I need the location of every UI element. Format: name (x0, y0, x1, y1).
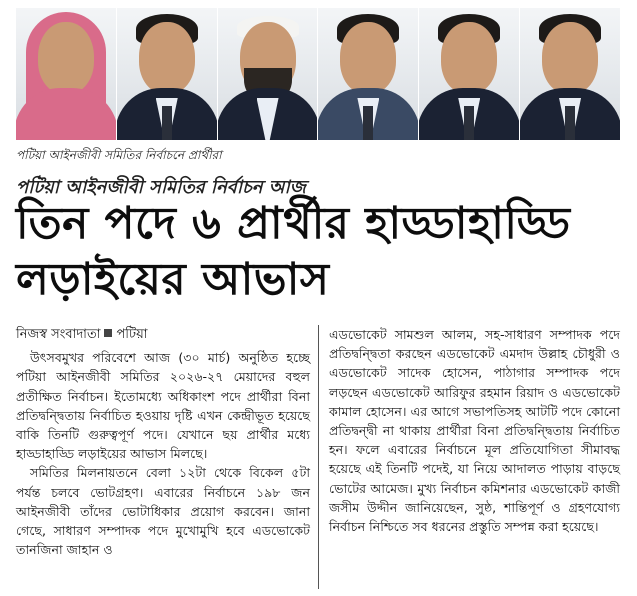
candidate-photo-1 (16, 8, 117, 140)
headline-line-1: তিন পদে ৬ প্রার্থীর হাড্ডাহাড্ডি (16, 198, 571, 249)
paragraph: উৎসবমুখর পরিবেশে আজ (৩০ মার্চ) অনুষ্ঠিত হচ্ছে পটিয়া আইনজীবী সমিতির ২০২৬-২৭ মেয়াদের বহুল প্রতীক্ষিত নির্বাচন। ইতোমধ্যে অধিকাংশ পদে প্রার্থীরা বিনা প্রতিদ্বন্দ্বিতায় নির্বাচিত হওয়ায় দৃষ্টি এখন কেন্দ্রীভূত হয়েছে বাকি তিনটি গুরুত্বপূর্ণ পদে। যেখানে ছয় প্রার্থীর মধ্যে হাড্ডাহাড্ডি লড়াইয়ের আভাস মিলছে। (16, 350, 310, 462)
candidate-photo-5 (419, 8, 520, 140)
headline (16, 196, 570, 308)
article-body (16, 325, 620, 589)
photo-caption: পটিয়া আইনজীবী সমিতির নির্বাচনে প্রার্থীরা (16, 148, 222, 162)
candidate-photo-3 (218, 8, 319, 140)
column-left (16, 325, 318, 589)
paragraph: এডভোকেট সামশুল আলম, সহ-সাধারণ সম্পাদক পদে প্রতিদ্বন্দ্বিতা করছেন এডভোকেট এমদাদ উল্লাহ চৌধুরী ও এডভোকেট সাদেক হোসেন, পাঠাগার সম্পাদক পদে লড়ছেন এডভোকেট আরিফুর রহমান রিয়াদ ও এডভোকেট কামাল হোসেন। এর আগে সভাপতিসহ আটটি পদে কোনো প্রতিদ্বন্দ্বী না থাকায় প্রার্থীরা বিনা প্রতিদ্বন্দ্বিতায় নির্বাচিত হন। ফলে এবারের নির্বাচনে মূল প্রতিযোগিতা সীমাবদ্ধ হয়েছে এই তিনটি পদেই, যা নিয়ে আদালত পাড়ায় বাড়ছে ভোটের আমেজ। মুখ্য নির্বাচন কমিশনার এডভোকেট কাজী জসীম উদ্দীন জানিয়েছেন, সুষ্ঠ, শান্তিপূর্ণ ও গ্রহণযোগ্য নির্বাচন নিশ্চিতে সব ধরনের প্রস্তুতি সম্পন্ন করা হয়েছে। (329, 327, 620, 535)
headline-line-2: লড়াইয়ের আভাস (16, 254, 330, 305)
candidate-photo-2 (117, 8, 218, 140)
dateline: পটিয়া (116, 327, 148, 342)
kicker: পটিয়া আইনজীবী সমিতির নির্বাচন আজ (16, 177, 306, 198)
column-right (318, 325, 620, 589)
candidate-photo-6 (520, 8, 620, 140)
candidate-photo-4 (318, 8, 419, 140)
reporter: নিজস্ব সংবাদাতা (16, 327, 101, 342)
byline (16, 325, 310, 344)
square-bullet-icon (104, 329, 112, 337)
candidates-photo (16, 8, 620, 140)
paragraph: সমিতির মিলনায়তনে বেলা ১২টা থেকে বিকেল ৫টা পর্যন্ত চলবে ভোটগ্রহণ। এবারের নির্বাচনে ১৯৮ জন আইনজীবী তাঁদের ভোটাধিকার প্রয়োগ করবেন। জানা গেছে, সাধারণ সম্পাদক পদে মুখোমুখি হবে এডভোকেট তানজিনা জাহান ও (16, 465, 310, 558)
